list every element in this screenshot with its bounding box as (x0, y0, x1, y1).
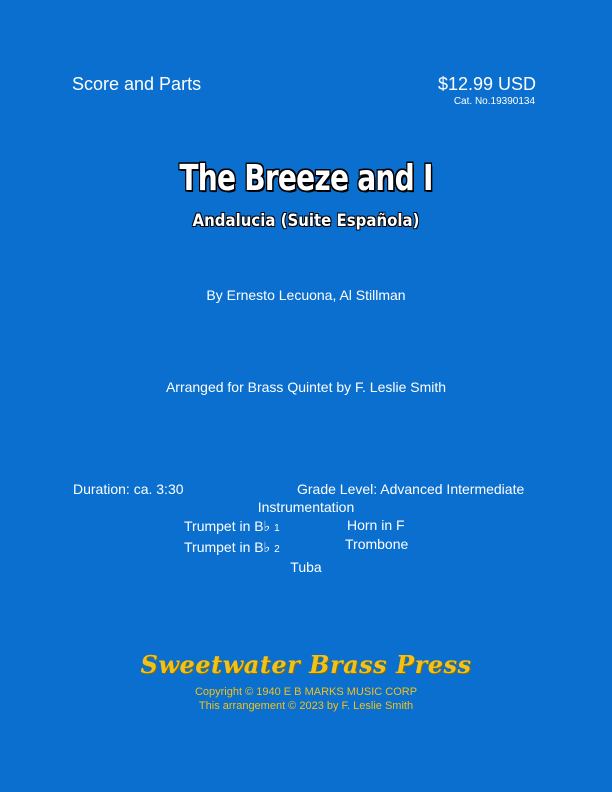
instrument-name: Trumpet in B♭ (184, 518, 271, 534)
instrument-name: Horn in F (347, 517, 405, 533)
price: $12.99 USD (437, 74, 536, 94)
instrumentation-heading: Instrumentation (257, 499, 355, 515)
grade-level: Grade Level: Advanced Intermediate (297, 481, 525, 497)
duration: Duration: ca. 3:30 (73, 481, 184, 497)
instrument-trumpet-2 (184, 539, 280, 556)
catalog-number: Cat. No.19390134 (453, 96, 535, 107)
edition-label: Score and Parts (72, 74, 202, 94)
piece-title: The Breeze and I (179, 158, 433, 199)
arranger-credit: Arranged for Brass Quintet by F. Leslie Smith (165, 379, 447, 395)
instrument-number: 2 (274, 544, 280, 555)
instrument-trombone (345, 536, 408, 552)
instrument-name: Trombone (345, 536, 409, 552)
instrument-number: 1 (274, 523, 280, 534)
instrument-tuba (0, 559, 612, 575)
instrument-name: Tuba (290, 559, 322, 575)
arrangement-copyright: This arrangement © 2023 by F. Leslie Smith (198, 700, 414, 712)
composer-credit: By Ernesto Lecuona, Al Stillman (206, 287, 406, 303)
piece-subtitle: Andalucia (Suite Española) (192, 211, 420, 231)
instrument-trumpet-1 (184, 518, 280, 535)
instrument-name: Trumpet in B♭ (184, 539, 271, 555)
copyright-notice: Copyright © 1940 E B MARKS MUSIC CORP (194, 686, 418, 698)
publisher-logo: Sweetwater Brass Press (140, 650, 472, 679)
instrument-horn (347, 517, 405, 533)
